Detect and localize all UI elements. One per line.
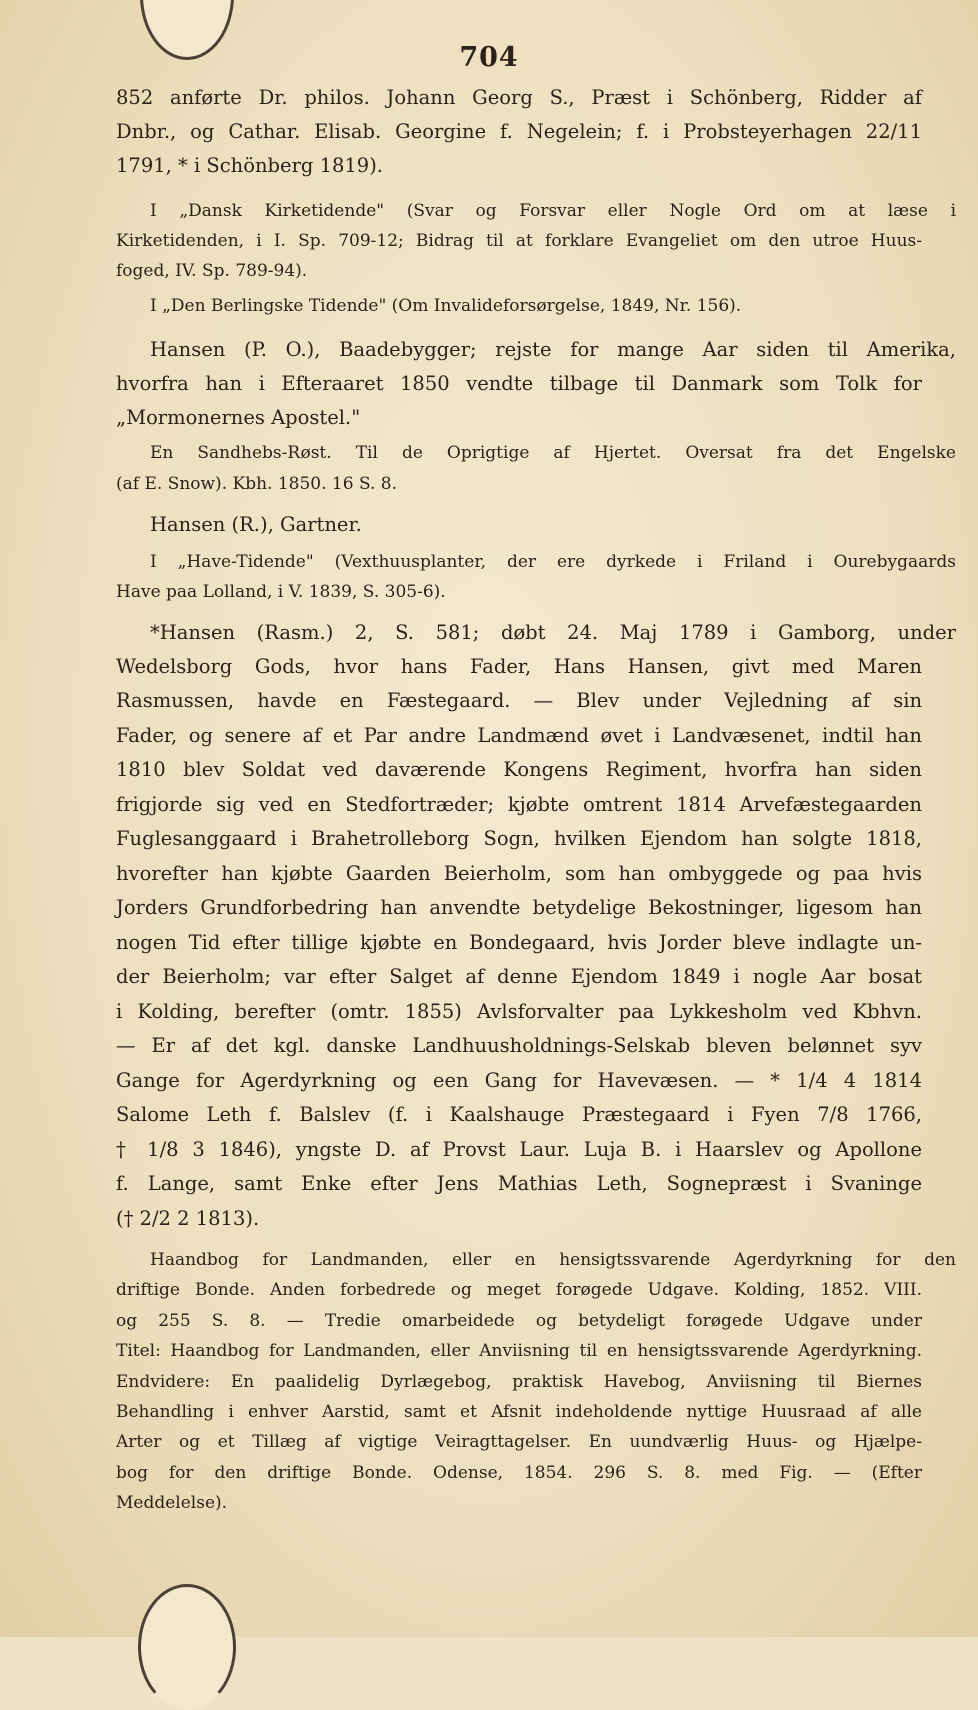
text-line: og 255 S. 8. — Tredie omarbeidede og betydeligt forøgede Udgave under	[116, 1311, 922, 1331]
text-line: Wedelsborg Gods, hvor hans Fader, Hans Hansen, givt med Maren	[116, 655, 922, 678]
text-line: Arter og et Tillæg af vigtige Veiragttagelser. En uundværlig Huus- og Hjælpe-	[116, 1432, 922, 1452]
text-line: I „Dansk Kirketidende" (Svar og Forsvar eller Nogle Ord om at læse i	[150, 201, 956, 221]
text-line: foged, IV. Sp. 789-94).	[116, 261, 308, 281]
text-line: — Er af det kgl. danske Landhuusholdnings-Selskab bleven belønnet syv	[116, 1034, 922, 1057]
text-line: Dnbr., og Cathar. Elisab. Georgine f. Negelein; f. i Probsteyerhagen 22/11	[116, 120, 922, 143]
page-number: 704	[459, 42, 519, 73]
text-line: i Kolding, berefter (omtr. 1855) Avlsforvalter paa Lykkesholm ved Kbhvn.	[116, 1000, 922, 1023]
text-line: *Hansen (Rasm.) 2, S. 581; døbt 24. Maj 1789 i Gamborg, under	[150, 621, 956, 644]
text-line: frigjorde sig ved en Stedfortræder; kjøbte omtrent 1814 Arvefæstegaarden	[116, 793, 922, 816]
text-line: En Sandhebs-Røst. Til de Oprigtige af Hjertet. Oversat fra det Engelske	[150, 443, 956, 463]
text-line: Hansen (R.), Gartner.	[150, 513, 362, 536]
text-line: Rasmussen, havde en Fæstegaard. — Blev under Vejledning af sin	[116, 689, 922, 712]
text-line: Endvidere: En paalidelig Dyrlægebog, praktisk Havebog, Anviisning til Biernes	[116, 1372, 922, 1392]
binding-hole-bottom	[138, 1584, 236, 1710]
text-line: Fader, og senere af et Par andre Landmænd øvet i Landvæsenet, indtil han	[116, 724, 922, 747]
text-line: Hansen (P. O.), Baadebygger; rejste for mange Aar siden til Amerika,	[150, 338, 956, 361]
text-line: † 1/8 3 1846), yngste D. af Provst Laur. Luja B. i Haarslev og Apollone	[116, 1138, 922, 1161]
text-line: († 2/2 2 1813).	[116, 1207, 260, 1230]
text-line: Gange for Agerdyrkning og een Gang for Havevæsen. — * 1/4 4 1814	[116, 1069, 922, 1092]
text-line: Behandling i enhver Aarstid, samt et Afsnit indeholdende nyttige Huusraad af alle	[116, 1402, 922, 1422]
text-line: I „Den Berlingske Tidende" (Om Invalideforsørgelse, 1849, Nr. 156).	[150, 296, 742, 316]
text-line: nogen Tid efter tillige kjøbte en Bondegaard, hvis Jorder bleve indlagte un-	[116, 931, 922, 954]
text-line: 852 anførte Dr. philos. Johann Georg S., Præst i Schönberg, Ridder af	[116, 86, 922, 109]
text-line: Fuglesanggaard i Brahetrolleborg Sogn, hvilken Ejendom han solgte 1818,	[116, 827, 922, 850]
text-line: Jorders Grundforbedring han anvendte betydelige Bekostninger, ligesom han	[116, 896, 922, 919]
text-line: Kirketidenden, i I. Sp. 709-12; Bidrag til at forklare Evangeliet om den utroe Huus-	[116, 231, 922, 251]
text-line: Have paa Lolland, i V. 1839, S. 305-6).	[116, 582, 446, 602]
text-line: 1810 blev Soldat ved daværende Kongens Regiment, hvorfra han siden	[116, 758, 922, 781]
text-line: „Mormonernes Apostel."	[116, 406, 361, 429]
text-line: Meddelelse).	[116, 1493, 228, 1513]
text-line: Titel: Haandbog for Landmanden, eller Anviisning til en hensigtssvarende Agerdyrkning.	[116, 1341, 922, 1361]
text-line: (af E. Snow). Kbh. 1850. 16 S. 8.	[116, 474, 398, 494]
text-line: driftige Bonde. Anden forbedrede og meget forøgede Udgave. Kolding, 1852. VIII.	[116, 1280, 922, 1300]
text-line: hvorefter han kjøbte Gaarden Beierholm, som han ombyggede og paa hvis	[116, 862, 922, 885]
text-line: bog for den driftige Bonde. Odense, 1854. 296 S. 8. med Fig. — (Efter	[116, 1463, 922, 1483]
text-line: hvorfra han i Efteraaret 1850 vendte tilbage til Danmark som Tolk for	[116, 372, 922, 395]
text-line: der Beierholm; var efter Salget af denne Ejendom 1849 i nogle Aar bosat	[116, 965, 922, 988]
text-line: Haandbog for Landmanden, eller en hensigtssvarende Agerdyrkning for den	[150, 1250, 956, 1270]
text-line: I „Have-Tidende" (Vexthuusplanter, der ere dyrkede i Friland i Ourebygaards	[150, 552, 956, 572]
text-line: Salome Leth f. Balslev (f. i Kaalshauge Præstegaard i Fyen 7/8 1766,	[116, 1103, 922, 1126]
text-line: 1791, * i Schönberg 1819).	[116, 154, 384, 177]
text-line: f. Lange, samt Enke efter Jens Mathias Leth, Sognepræst i Svaninge	[116, 1172, 922, 1195]
